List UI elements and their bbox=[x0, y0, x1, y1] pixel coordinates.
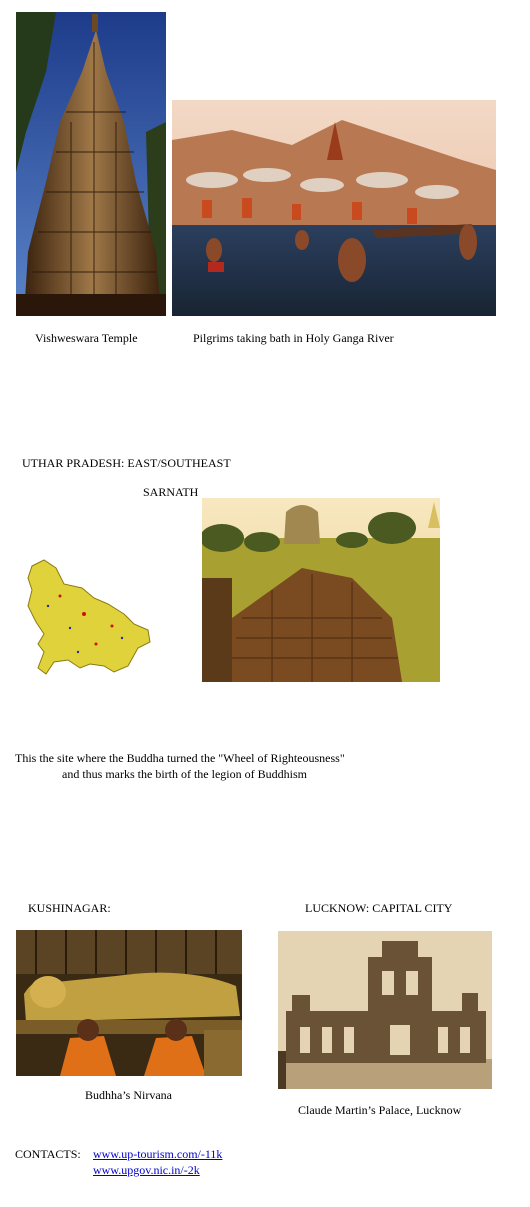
description-line2: and thus marks the birth of the legion of Buddhism bbox=[62, 767, 307, 781]
nirvana-caption: Budhha’s Nirvana bbox=[85, 1088, 172, 1102]
kushinagar-heading: KUSHINAGAR: bbox=[28, 901, 111, 915]
palace-photo bbox=[278, 931, 492, 1089]
contacts-label: CONTACTS: bbox=[15, 1147, 81, 1161]
contact-link-up-tourism[interactable]: www.up-tourism.com/-11k bbox=[93, 1147, 223, 1161]
temple-caption: Vishweswara Temple bbox=[35, 331, 138, 345]
description-line1: This the site where the Buddha turned the "Wheel of Righteousness" bbox=[15, 751, 345, 765]
ganga-photo bbox=[172, 100, 496, 316]
region-heading: UTHAR PRADESH: EAST/SOUTHEAST bbox=[22, 456, 231, 470]
palace-caption: Claude Martin’s Palace, Lucknow bbox=[298, 1103, 462, 1117]
ganga-caption: Pilgrims taking bath in Holy Ganga River bbox=[193, 331, 394, 345]
state-map bbox=[24, 556, 154, 680]
contact-link-upgov[interactable]: www.upgov.nic.in/-2k bbox=[93, 1163, 200, 1177]
temple-photo bbox=[16, 12, 166, 316]
lucknow-heading: LUCKNOW: CAPITAL CITY bbox=[305, 901, 453, 915]
nirvana-photo bbox=[16, 930, 242, 1076]
sarnath-photo bbox=[202, 498, 440, 682]
sarnath-heading: SARNATH bbox=[143, 485, 199, 499]
